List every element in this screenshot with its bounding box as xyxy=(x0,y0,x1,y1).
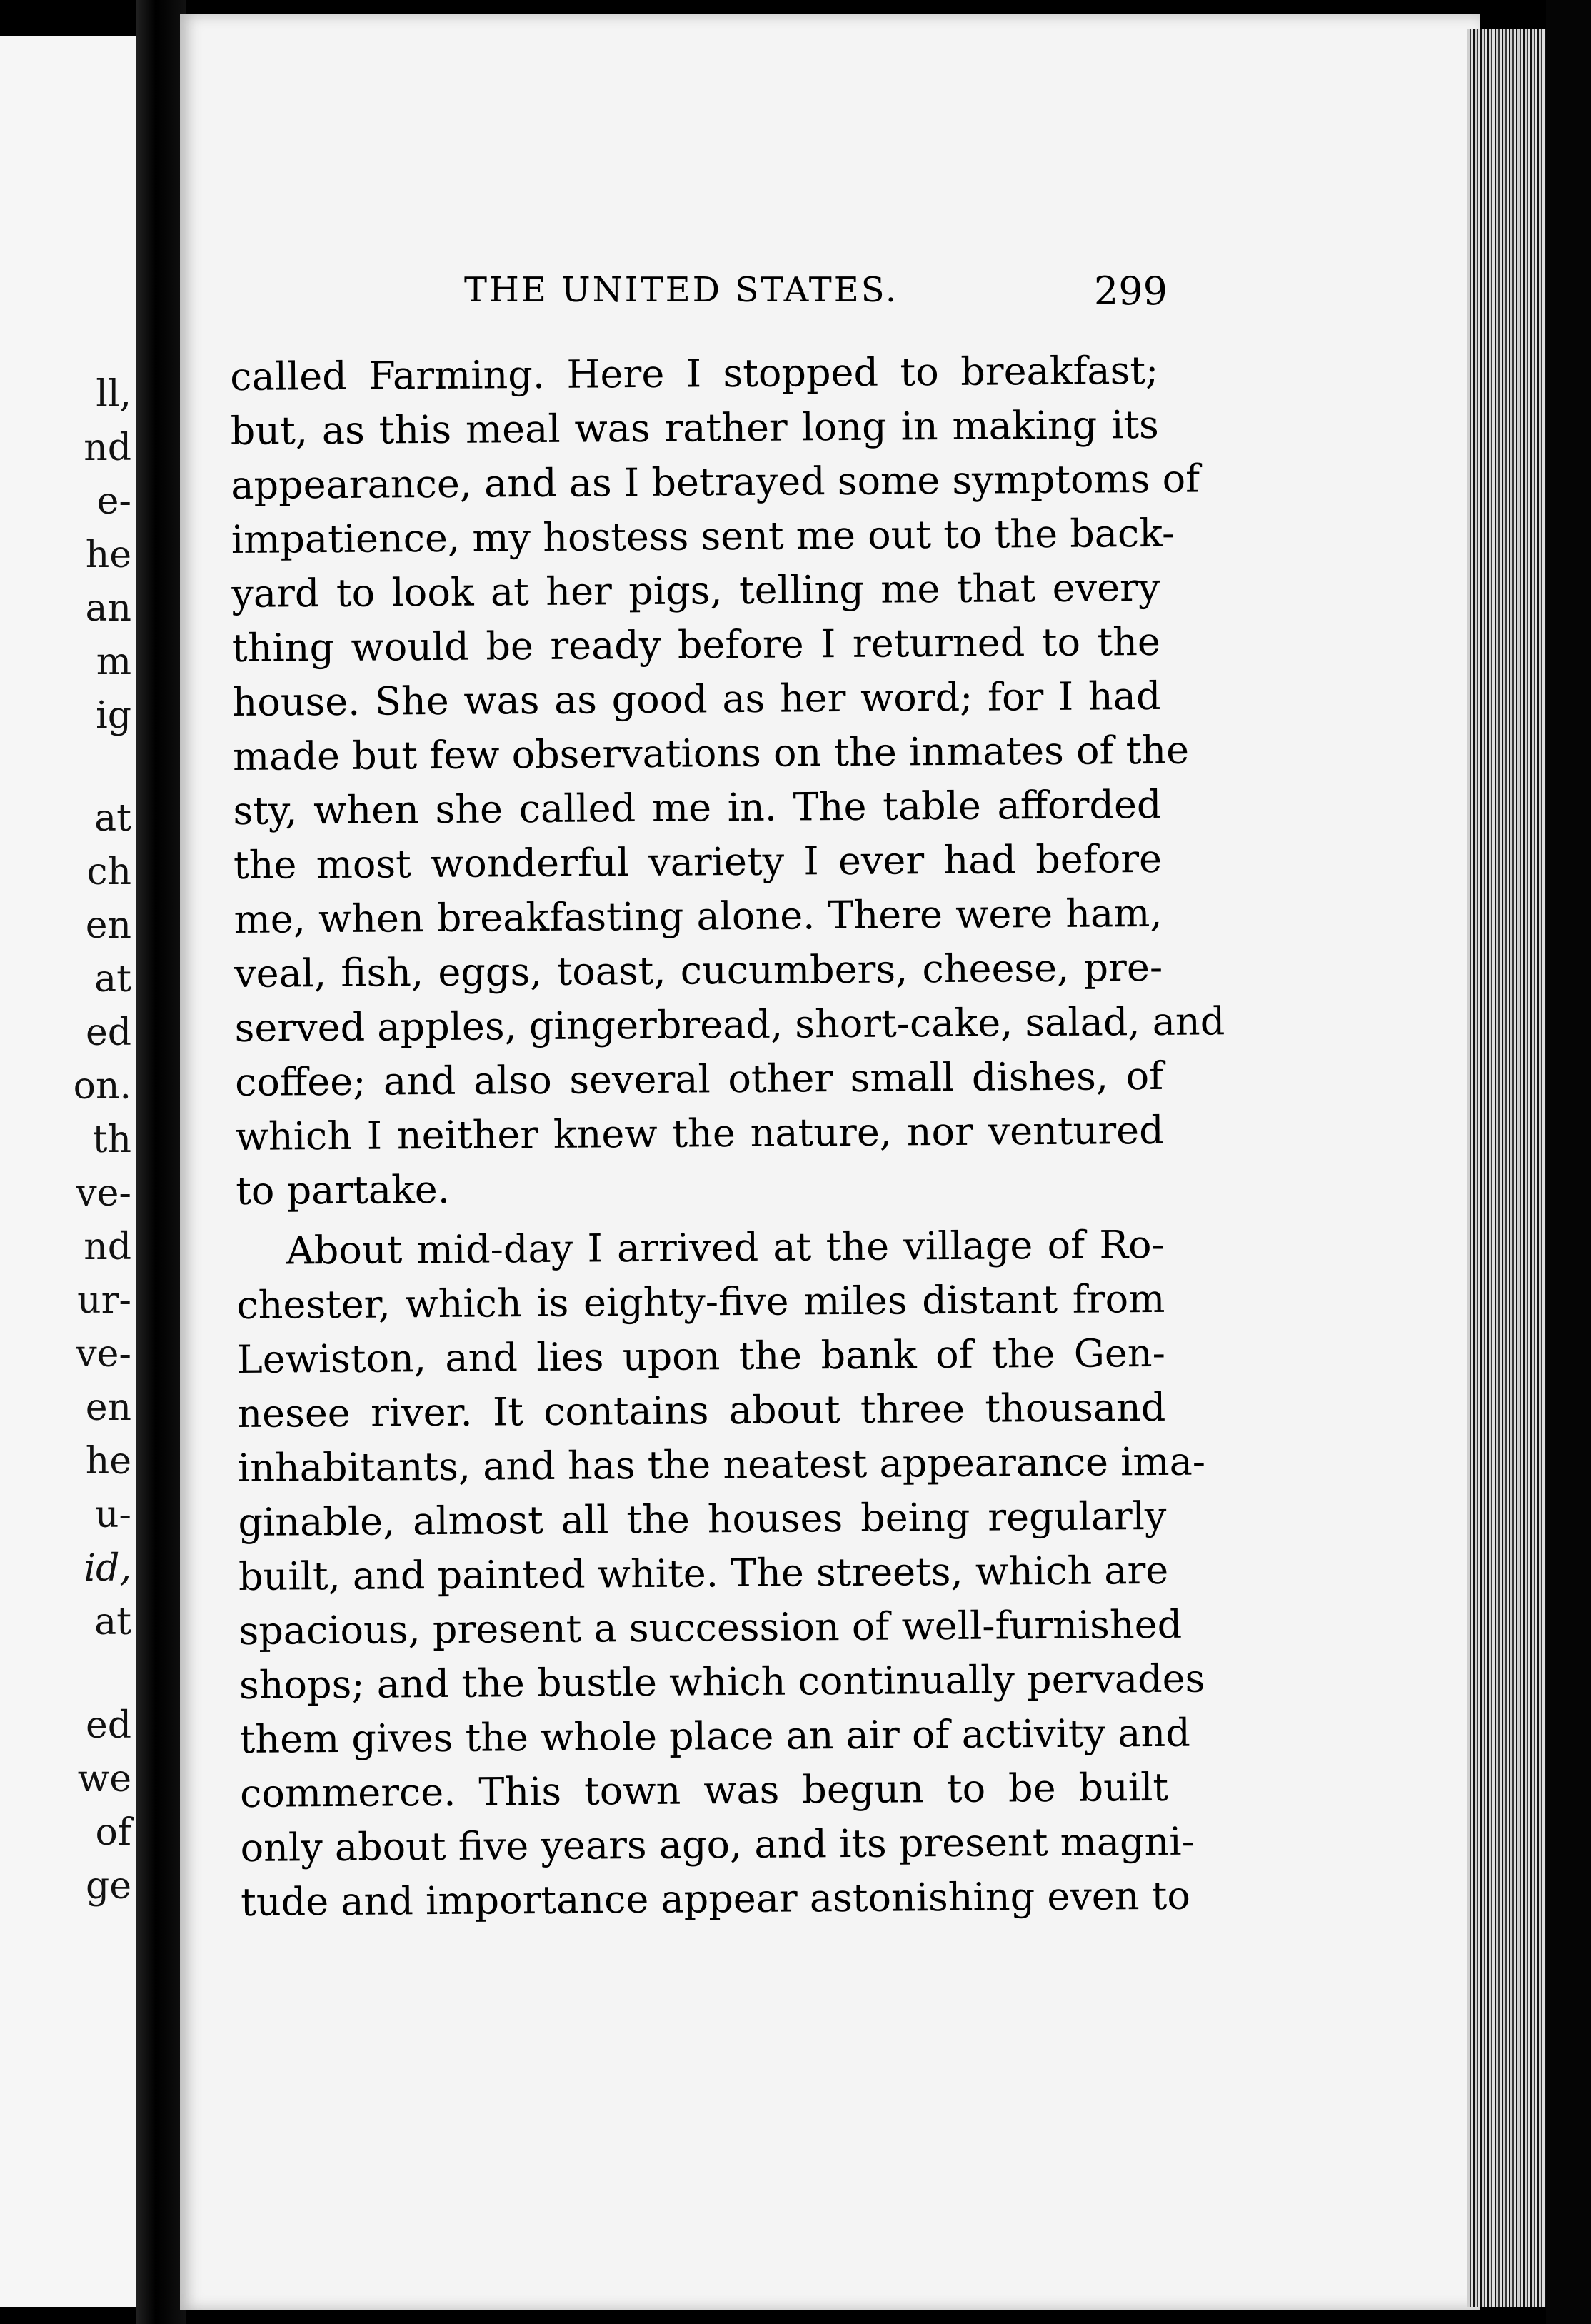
body-text xyxy=(230,344,1225,1930)
text-line: me, when breakfasting alone. There were ham, xyxy=(234,890,1163,942)
previous-page-fragment: on. xyxy=(73,1065,131,1108)
text-line: made but few observations on the inmates of the xyxy=(232,727,1190,779)
scan-border xyxy=(1546,0,1591,2324)
text-line: tude and importance appear astonishing even to xyxy=(240,1873,1191,1925)
text-line: appearance, and as I betrayed some symptoms of xyxy=(231,456,1200,508)
previous-page-fragment: at xyxy=(94,1601,131,1643)
previous-page-fragment: e- xyxy=(96,480,131,523)
text-line: the most wonderful variety I ever had before xyxy=(233,836,1163,888)
previous-page-fragment: an xyxy=(85,587,131,630)
text-line: sty, when she called me in. The table afforded xyxy=(233,781,1162,833)
previous-page-fragment: ed xyxy=(85,1011,131,1054)
text-line: inhabitants, and has the neatest appearance ima- xyxy=(237,1438,1206,1491)
text-line: which I neither knew the nature, nor ventured xyxy=(235,1107,1164,1159)
text-line: impatience, my hostess sent me out to the back- xyxy=(231,510,1175,562)
text-line: to partake. xyxy=(236,1166,451,1213)
previous-page-fragment: we xyxy=(77,1758,131,1800)
previous-page-fragment: ig xyxy=(96,694,131,737)
text-line: chester, which is eighty-five miles distant from xyxy=(236,1276,1165,1328)
text-line: called Farming. Here I stopped to breakfast; xyxy=(230,347,1159,399)
previous-page-edge xyxy=(0,36,136,2307)
previous-page-fragment: u- xyxy=(94,1493,131,1536)
text-line: coffee; and also several other small dishes, of xyxy=(234,1053,1164,1105)
previous-page-fragment: ll, xyxy=(96,373,131,416)
previous-page-fragment: of xyxy=(95,1811,131,1854)
text-line: but, as this meal was rather long in making its xyxy=(230,401,1159,454)
page-edge-stripes xyxy=(1467,29,1546,2307)
previous-page-fragment: he xyxy=(85,534,131,576)
previous-page-fragment: th xyxy=(92,1118,131,1161)
previous-page-fragment: ur- xyxy=(77,1279,131,1322)
page-header xyxy=(464,270,1168,320)
text-line: ginable, almost all the houses being regularly xyxy=(238,1493,1167,1545)
paragraph xyxy=(236,1218,1206,1930)
previous-page-fragment: en xyxy=(85,904,131,947)
text-line: served apples, gingerbread, short-cake, salad, and xyxy=(234,998,1225,1051)
previous-page-fragment: nd xyxy=(84,426,131,469)
previous-page-fragment: ve- xyxy=(76,1333,131,1376)
previous-page-fragment: at xyxy=(94,797,131,840)
text-line: built, and painted white. The streets, which are xyxy=(238,1547,1169,1599)
text-line: only about five years ago, and its present magni- xyxy=(240,1818,1195,1870)
page-number: 299 xyxy=(1093,269,1168,314)
text-line: commerce. This town was begun to be built xyxy=(239,1764,1169,1816)
previous-page-fragment: ch xyxy=(86,851,131,893)
text-line: thing would be ready before I returned to the xyxy=(231,618,1161,671)
text-line: veal, fish, eggs, toast, cucumbers, cheese, pre- xyxy=(234,944,1163,996)
text-line: yard to look at her pigs, telling me that every xyxy=(231,564,1160,616)
running-head: THE UNITED STATES. xyxy=(464,270,899,310)
previous-page-fragment: ge xyxy=(85,1865,131,1908)
book-gutter xyxy=(136,0,186,2324)
previous-page-fragment: ed xyxy=(85,1704,131,1747)
text-line: nesee river. It contains about three thousand xyxy=(237,1384,1166,1436)
previous-page-fragment: at xyxy=(94,958,131,1001)
previous-page-fragment: ve- xyxy=(76,1172,131,1215)
paragraph xyxy=(230,344,1225,1218)
text-line: About mid-day I arrived at the village of Ro- xyxy=(286,1221,1165,1273)
text-line: Lewiston, and lies upon the bank of the Gen- xyxy=(236,1330,1166,1382)
text-line: house. She was as good as her word; for I had xyxy=(232,673,1161,725)
text-line: spacious, present a succession of well-furnished xyxy=(239,1601,1183,1653)
previous-page-fragment: id, xyxy=(84,1547,131,1590)
previous-page-fragment: m xyxy=(96,641,131,683)
previous-page-fragment: nd xyxy=(84,1226,131,1268)
previous-page-fragment: he xyxy=(85,1440,131,1483)
text-line: shops; and the bustle which continually pervades xyxy=(239,1656,1205,1708)
previous-page-fragment: en xyxy=(85,1386,131,1429)
text-line: them gives the whole place an air of activity and xyxy=(239,1710,1191,1762)
